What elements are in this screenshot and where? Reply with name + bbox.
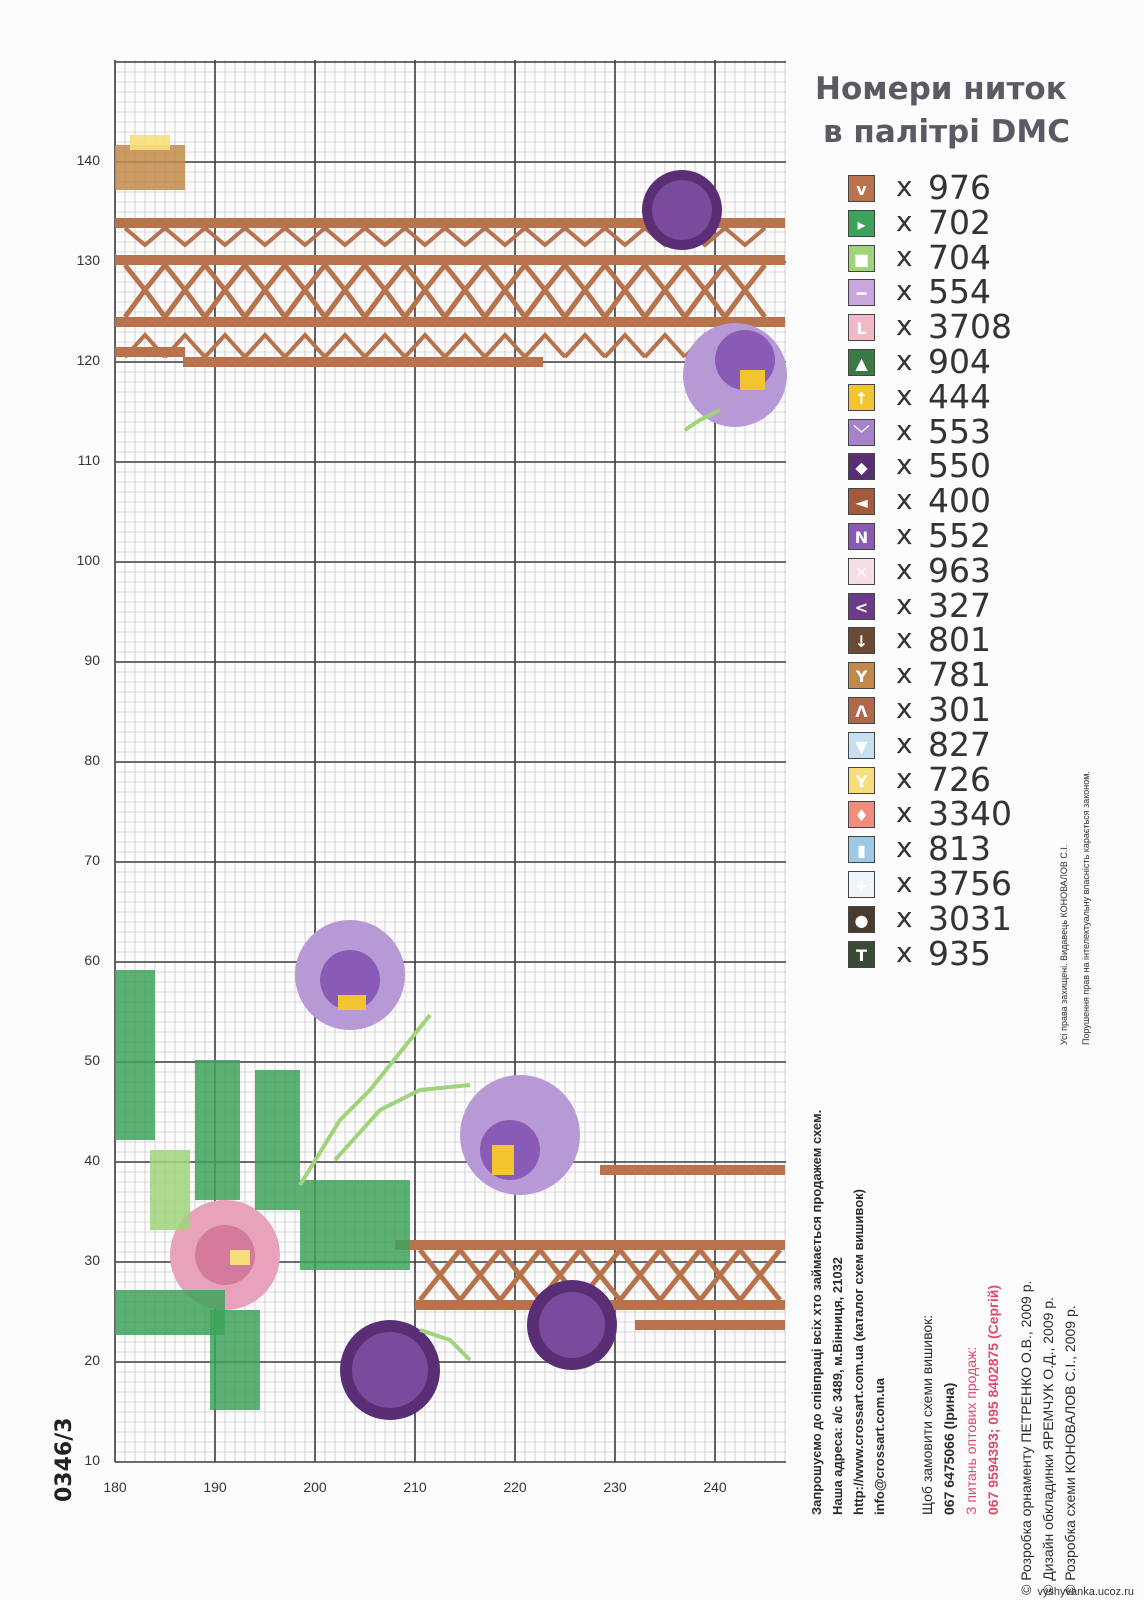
legend-swatch: v bbox=[848, 175, 875, 202]
leaf-stitch bbox=[115, 1290, 225, 1335]
legend-code: 976 bbox=[928, 168, 991, 207]
rights-line-1: Усі права захищені. Видавець КОНОВАЛОВ С.І. bbox=[1059, 844, 1069, 1045]
legend-times: x bbox=[896, 448, 913, 482]
legend-item bbox=[848, 237, 1108, 277]
y-tick-label: 100 bbox=[76, 552, 100, 568]
legend-code: 827 bbox=[928, 724, 991, 764]
legend-times: x bbox=[896, 518, 913, 551]
legend-times: x bbox=[896, 239, 913, 273]
legend-times: x bbox=[896, 378, 913, 412]
flower-center-stitch bbox=[740, 370, 765, 390]
legend-swatch: + bbox=[848, 871, 875, 898]
leaf-stitch bbox=[115, 970, 155, 1140]
lattice-stitch bbox=[620, 1275, 660, 1300]
legend-times: x bbox=[896, 761, 913, 795]
legend-swatch: ♦ bbox=[848, 801, 875, 828]
legend-times: x bbox=[896, 866, 913, 899]
legend-item bbox=[848, 202, 1108, 242]
y-tick-label: 70 bbox=[84, 852, 100, 868]
catalog-code: 0346/3 bbox=[52, 1417, 77, 1502]
x-tick-label: 240 bbox=[703, 1479, 727, 1495]
leaf-stitch bbox=[210, 1310, 260, 1410]
legend-item bbox=[848, 342, 1108, 381]
legend-swatch: ▼ bbox=[848, 732, 875, 759]
info-line-4: info@crossart.com.ua bbox=[872, 1378, 887, 1515]
legend-title-line1: Номери ниток bbox=[815, 71, 1067, 107]
legend-item bbox=[848, 481, 1108, 521]
legend-code: 781 bbox=[928, 655, 991, 695]
y-tick-label: 20 bbox=[84, 1352, 100, 1368]
legend-item bbox=[848, 168, 1108, 207]
legend-swatch: Y bbox=[848, 767, 875, 794]
x-tick-label: 200 bbox=[303, 1479, 327, 1495]
order-block bbox=[916, 1285, 1004, 1515]
border-stitch bbox=[635, 1320, 785, 1330]
y-tick-label: 140 bbox=[76, 152, 100, 168]
legend-code: 552 bbox=[928, 516, 991, 555]
legend-code: 704 bbox=[928, 237, 991, 277]
lattice-stitch bbox=[660, 1275, 700, 1300]
legend-times: x bbox=[896, 796, 913, 830]
legend-times: x bbox=[896, 726, 913, 760]
x-tick-label: 220 bbox=[503, 1479, 527, 1495]
flower-center-stitch bbox=[230, 1250, 250, 1265]
legend-item bbox=[848, 690, 1108, 729]
x-tick-label: 230 bbox=[603, 1479, 627, 1495]
legend-times: x bbox=[896, 204, 913, 238]
legend-code: 3031 bbox=[928, 898, 1012, 938]
legend-code: 554 bbox=[928, 272, 991, 312]
info-line-1: Запрошуємо до співпраці всіх хто займається продажем схем. bbox=[809, 1109, 824, 1515]
legend-title bbox=[815, 68, 1115, 155]
wholesale-phones: 067 9594393; 095 8402875 (Сергій) bbox=[985, 1284, 1001, 1515]
copyright-3: © Розробка схеми КОНОВАЛОВ С.І., 2009 р. bbox=[1062, 1305, 1078, 1595]
order-label: Щоб замовити схеми вишивок: bbox=[919, 1314, 935, 1515]
plum-stitch bbox=[539, 1292, 605, 1358]
watermark: vyshyvanka.ucoz.ru bbox=[1037, 1586, 1134, 1598]
legend-swatch: ■ bbox=[848, 245, 875, 272]
legend-item bbox=[848, 411, 1108, 451]
legend-code: 400 bbox=[928, 481, 991, 521]
border-stitch bbox=[183, 357, 543, 367]
legend-times: x bbox=[896, 274, 913, 308]
y-tick-label: 60 bbox=[84, 952, 100, 968]
legend-times: x bbox=[896, 935, 913, 969]
leaf-stitch bbox=[195, 1060, 240, 1200]
leaf-stitch bbox=[300, 1180, 410, 1270]
legend-swatch: ━ bbox=[848, 279, 875, 306]
legend-code: 444 bbox=[928, 376, 991, 416]
copyright-2: © Дизайн обкладинки ЯРЕМЧУК О.Д., 2009 р. bbox=[1040, 1297, 1056, 1595]
flower-center-stitch bbox=[492, 1145, 514, 1175]
lattice-stitch bbox=[420, 1275, 460, 1300]
y-tick-label: 120 bbox=[76, 352, 100, 368]
legend-code: 3340 bbox=[928, 794, 1012, 834]
legend-item bbox=[848, 655, 1108, 695]
rights-line-2: Порушення прав на інтелектуальну власність карається законом. bbox=[1081, 771, 1091, 1045]
legend-times: x bbox=[896, 170, 913, 203]
legend-code: 726 bbox=[928, 759, 991, 799]
legend-times: x bbox=[896, 483, 913, 517]
legend-code: 327 bbox=[928, 585, 991, 625]
y-tick-label: 40 bbox=[84, 1152, 100, 1168]
legend-swatch: ﹀ bbox=[848, 419, 875, 446]
legend-swatch: ● bbox=[848, 906, 875, 933]
border-stitch bbox=[395, 1240, 785, 1250]
border-stitch bbox=[115, 255, 785, 265]
legend-item bbox=[848, 516, 1108, 555]
y-tick-label: 80 bbox=[84, 752, 100, 768]
legend-times: x bbox=[896, 552, 913, 586]
legend-times: x bbox=[896, 900, 913, 934]
x-tick-label: 190 bbox=[203, 1479, 227, 1495]
legend-swatch: ✕ bbox=[848, 558, 875, 585]
leaf-stitch bbox=[150, 1150, 190, 1230]
flower-center-stitch bbox=[338, 995, 366, 1010]
x-tick-label: 210 bbox=[403, 1479, 427, 1495]
legend-item bbox=[848, 550, 1108, 590]
lattice-stitch bbox=[460, 1275, 500, 1300]
legend-code: 553 bbox=[928, 411, 991, 451]
legend-item bbox=[848, 272, 1108, 312]
legend-times: x bbox=[896, 413, 913, 447]
legend-code: 550 bbox=[928, 446, 991, 486]
y-tick-label: 10 bbox=[84, 1452, 100, 1468]
y-tick-label: 130 bbox=[76, 252, 100, 268]
legend-code: 813 bbox=[928, 829, 991, 869]
legend-code: 935 bbox=[928, 933, 991, 973]
legend-swatch: ▲ bbox=[848, 349, 875, 376]
legend-times: x bbox=[896, 309, 913, 343]
legend-times: x bbox=[896, 622, 913, 656]
plum-stitch bbox=[652, 180, 712, 240]
corner-stitch bbox=[130, 135, 170, 150]
legend-swatch: L bbox=[848, 314, 875, 341]
legend-item bbox=[848, 620, 1108, 660]
legend-swatch: N bbox=[848, 523, 875, 550]
legend-times: x bbox=[896, 831, 913, 865]
lattice-stitch bbox=[700, 1275, 740, 1300]
legend-code: 963 bbox=[928, 550, 991, 590]
legend-swatch: < bbox=[848, 593, 875, 620]
info-line-3: http://www.crossart.com.ua (каталог схем вишивок) bbox=[851, 1189, 866, 1515]
y-tick-label: 90 bbox=[84, 652, 100, 668]
legend-item bbox=[848, 585, 1108, 625]
border-stitch bbox=[115, 317, 785, 327]
legend-code: 3708 bbox=[928, 307, 1012, 347]
copyright-block bbox=[1015, 1281, 1081, 1595]
rights-block bbox=[1053, 771, 1097, 1045]
legend-times: x bbox=[896, 344, 913, 377]
border-stitch bbox=[600, 1165, 785, 1175]
legend-item bbox=[848, 724, 1108, 764]
legend-times: x bbox=[896, 587, 913, 621]
legend-times: x bbox=[896, 692, 913, 725]
x-tick-label: 180 bbox=[103, 1479, 127, 1495]
legend-item bbox=[848, 446, 1108, 486]
legend-title-line2: в палітрі DMC bbox=[823, 114, 1070, 151]
legend-item bbox=[848, 307, 1108, 347]
y-tick-label: 30 bbox=[84, 1252, 100, 1268]
y-tick-label: 50 bbox=[84, 1052, 100, 1068]
legend-swatch: ▸ bbox=[848, 210, 875, 237]
y-tick-label: 110 bbox=[77, 452, 100, 468]
lattice-stitch bbox=[740, 1275, 780, 1300]
legend-swatch: T bbox=[848, 941, 875, 968]
copyright-1: © Розробка орнаменту ПЕТРЕНКО О.В., 2009 р. bbox=[1018, 1280, 1034, 1595]
wholesale-label: З питань оптових продаж: bbox=[963, 1346, 979, 1515]
legend-swatch: ◄ bbox=[848, 488, 875, 515]
order-phone: 067 6475066 (Ірина) bbox=[941, 1382, 957, 1515]
legend-code: 3756 bbox=[928, 864, 1012, 903]
info-block bbox=[806, 1110, 890, 1515]
legend-code: 801 bbox=[928, 620, 991, 660]
legend-code: 301 bbox=[928, 690, 991, 729]
legend-swatch: Y bbox=[848, 662, 875, 689]
info-line-2: Наша адреса: а/с 3489, м.Вінниця, 21032 bbox=[830, 1256, 845, 1515]
lattice-stitch bbox=[500, 1275, 540, 1300]
leaf-stitch bbox=[255, 1070, 300, 1210]
legend-swatch: Λ bbox=[848, 697, 875, 724]
legend-swatch: ▮ bbox=[848, 836, 875, 863]
legend-swatch: ↑ bbox=[848, 384, 875, 411]
legend-swatch: ↓ bbox=[848, 627, 875, 654]
plum-stitch bbox=[352, 1332, 428, 1408]
legend-code: 904 bbox=[928, 342, 991, 381]
legend-code: 702 bbox=[928, 202, 991, 242]
legend-item bbox=[848, 376, 1108, 416]
legend-swatch: ◆ bbox=[848, 453, 875, 480]
legend-times: x bbox=[896, 657, 913, 691]
corner-stitch bbox=[115, 145, 185, 190]
